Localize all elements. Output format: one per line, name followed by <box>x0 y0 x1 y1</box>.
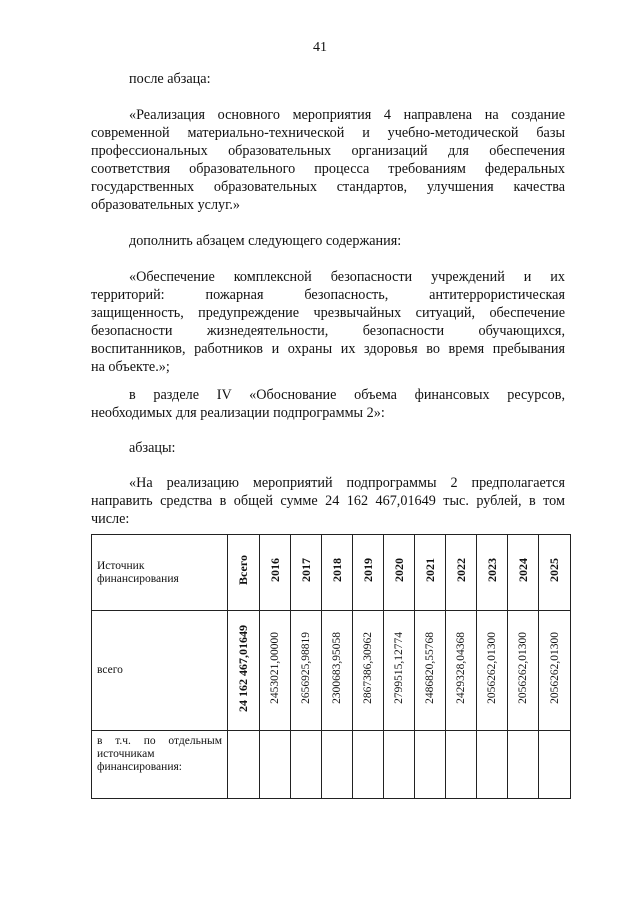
header-year: 2018 <box>322 535 353 611</box>
table-cell <box>260 731 291 799</box>
table-cell <box>508 731 539 799</box>
header-year: 2024 <box>508 535 539 611</box>
header-year: 2023 <box>477 535 508 611</box>
table-cell: 2300683,95058 <box>322 611 353 731</box>
header-year: 2019 <box>353 535 384 611</box>
header-source-label: Источник финансирования <box>92 535 228 611</box>
paragraph-quote-3: «На реализацию мероприятий подпрограммы 2 предполагается направить средства в общей сумме 24 162 467,01649 тыс. рублей, в том числе: <box>91 475 565 527</box>
table-cell <box>228 731 260 799</box>
table-cell: 2799515,12774 <box>384 611 415 731</box>
table-cell: 2056262,01300 <box>477 611 508 731</box>
header-year: 2022 <box>446 535 477 611</box>
row-label: в т.ч. по отдельным источникам финансирования: <box>92 731 228 799</box>
header-year: 2025 <box>539 535 571 611</box>
table-cell <box>539 731 571 799</box>
table-cell <box>415 731 446 799</box>
table-cell: 2429328,04368 <box>446 611 477 731</box>
table-cell <box>291 731 322 799</box>
table-cell: 2867386,30962 <box>353 611 384 731</box>
table-cell <box>353 731 384 799</box>
paragraph-add: дополнить абзацем следующего содержания: <box>129 233 402 249</box>
table-cell: 2656925,98819 <box>291 611 322 731</box>
header-total: Всего <box>228 535 260 611</box>
page-number: 41 <box>313 40 327 55</box>
header-year: 2020 <box>384 535 415 611</box>
header-year: 2017 <box>291 535 322 611</box>
row-label: всего <box>92 611 228 731</box>
table-cell: 2453021,00000 <box>260 611 291 731</box>
paragraph-section: в разделе IV «Обоснование объема финансовых ресурсов, необходимых для реализации подпрограммы 2»: <box>91 387 565 421</box>
paragraph-after: после абзаца: <box>129 71 211 87</box>
table-cell <box>384 731 415 799</box>
table-row <box>92 731 571 799</box>
table-cell: 2486820,55768 <box>415 611 446 731</box>
table-header-row <box>92 535 571 611</box>
table-cell <box>322 731 353 799</box>
funding-table <box>91 534 571 799</box>
header-year: 2016 <box>260 535 291 611</box>
table-cell: 2056262,01300 <box>508 611 539 731</box>
paragraph-quote-2: «Обеспечение комплексной безопасности учреждений и их территорий: пожарная безопасность, антитеррористическая защищенность, предупреждение чрезвычайных ситуаций, обеспечение безопасности жизнедеятельности, безопасности обучающихся, воспитанников, работников и охраны их здоровья во время пребывания на объекте.»; <box>91 269 565 375</box>
header-year: 2021 <box>415 535 446 611</box>
table-row <box>92 611 571 731</box>
table-cell: 2056262,01300 <box>539 611 571 731</box>
paragraph-quote-1: «Реализация основного мероприятия 4 направлена на создание современной материально-технической и учебно-методической базы профессиональных образовательных организаций для обеспечения соответствия образовательного процесса требованиям федеральных государственных образовательных стандартов, улучшения качества образовательных услуг.» <box>91 107 565 213</box>
table-cell <box>477 731 508 799</box>
row-total-value: 24 162 467,01649 <box>228 611 260 731</box>
table-cell <box>446 731 477 799</box>
paragraph-abzacy: абзацы: <box>129 440 176 456</box>
